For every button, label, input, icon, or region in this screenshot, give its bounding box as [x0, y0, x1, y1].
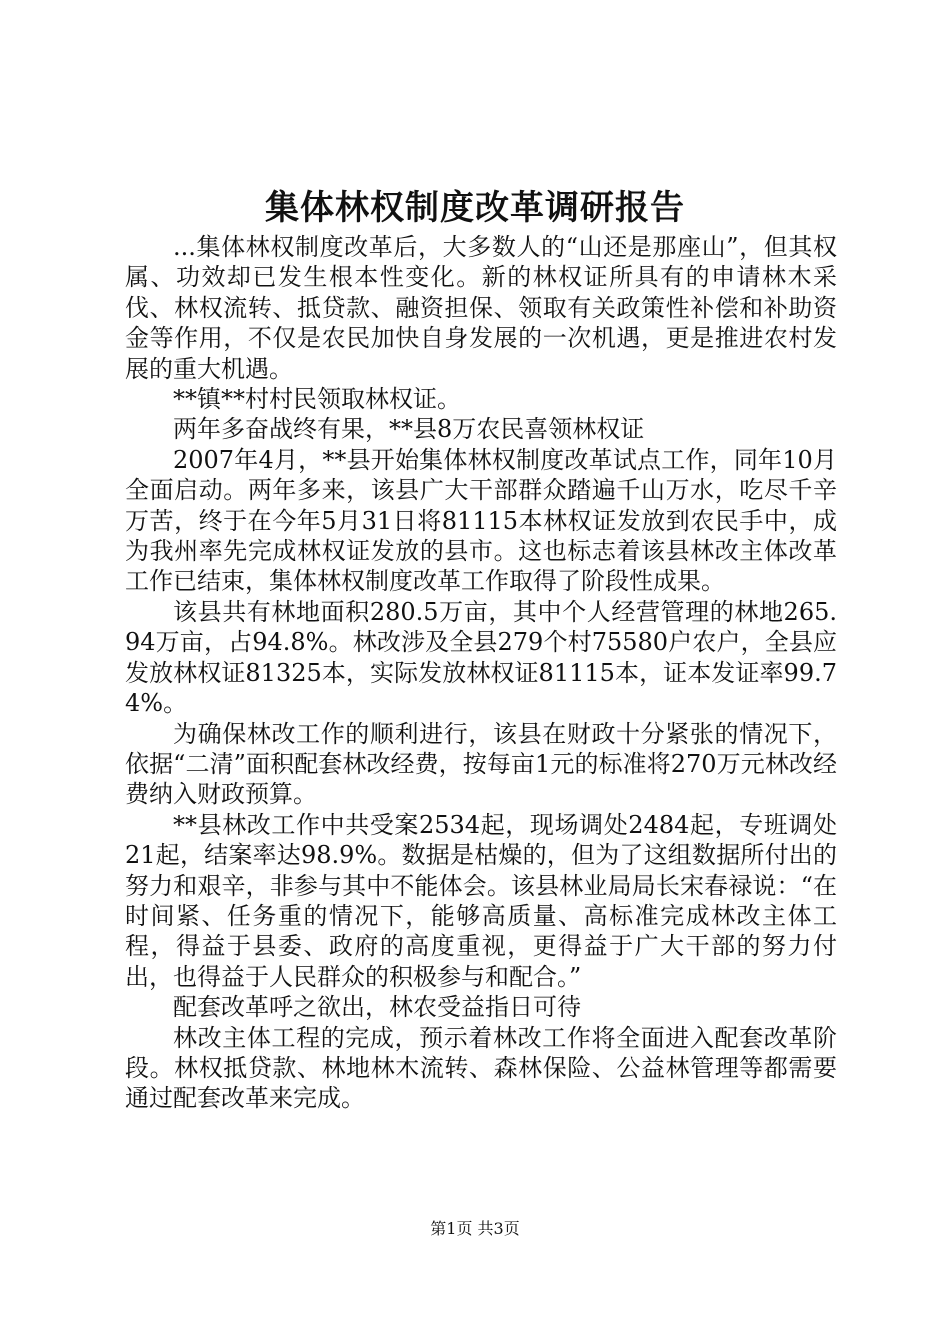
- paragraph-statistics: 该县共有林地面积280.5万亩，其中个人经营管理的林地265.94万亩，占94.8%。林改涉及全县279个村75580户农户，全县应发放林权证81325本，实际发放林权证81115本，证本发证率99.74%。: [125, 597, 837, 718]
- paragraph-intro: ...集体林权制度改革后，大多数人的“山还是那座山”，但其权属、功效却已发生根本性变化。新的林权证所具有的申请林木采伐、林权流转、抵贷款、融资担保、领取有关政策性补偿和补助资金等作用，不仅是农民加快自身发展的一次机遇，更是推进农村发展的重大机遇。: [125, 233, 837, 383]
- paragraph-funding: 为确保林改工作的顺利进行，该县在财政十分紧张的情况下，依据“二清”面积配套林改经费，按每亩1元的标准将270万元林改经费纳入财政预算。: [125, 719, 837, 809]
- paragraph-cases: **县林改工作中共受案2534起，现场调处2484起，专班调处21起，结案率达98.9%。数据是枯燥的，但为了这组数据所付出的努力和艰辛，非参与其中不能体会。该县林业局局长宋春禄说：“在时间紧、任务重的情况下，能够高质量、高标准完成林改主体工程，得益于县委、政府的高度重视，更得益于广大干部的努力付出，也得益于人民群众的积极参与和配合。”: [125, 810, 837, 991]
- document-title: 集体林权制度改革调研报告: [265, 188, 685, 228]
- page-footer: 第1页 共3页: [430, 1219, 520, 1238]
- paragraph-reform: 林改主体工程的完成，预示着林改工作将全面进入配套改革阶段。林权抵贷款、林地林木流转、森林保险、公益林管理等都需要通过配套改革来完成。: [125, 1023, 837, 1113]
- paragraph-photo-caption: **镇**村村民领取林权证。: [173, 385, 461, 414]
- section-heading-1: 两年多奋战终有果，**县8万农民喜领林权证: [173, 415, 645, 444]
- paragraph-progress: 2007年4月，**县开始集体林权制度改革试点工作，同年10月全面启动。两年多来，该县广大干部群众踏遍千山万水，吃尽千辛万苦，终于在今年5月31日将81115本林权证发放到农民手中，成为我州率先完成林权证发放的县市。这也标志着该县林改主体改革工作已结束，集体林权制度改革工作取得了阶段性成果。: [125, 445, 837, 596]
- document-body: [125, 232, 837, 1114]
- section-heading-2: 配套改革呼之欲出，林农受益指日可待: [173, 993, 581, 1022]
